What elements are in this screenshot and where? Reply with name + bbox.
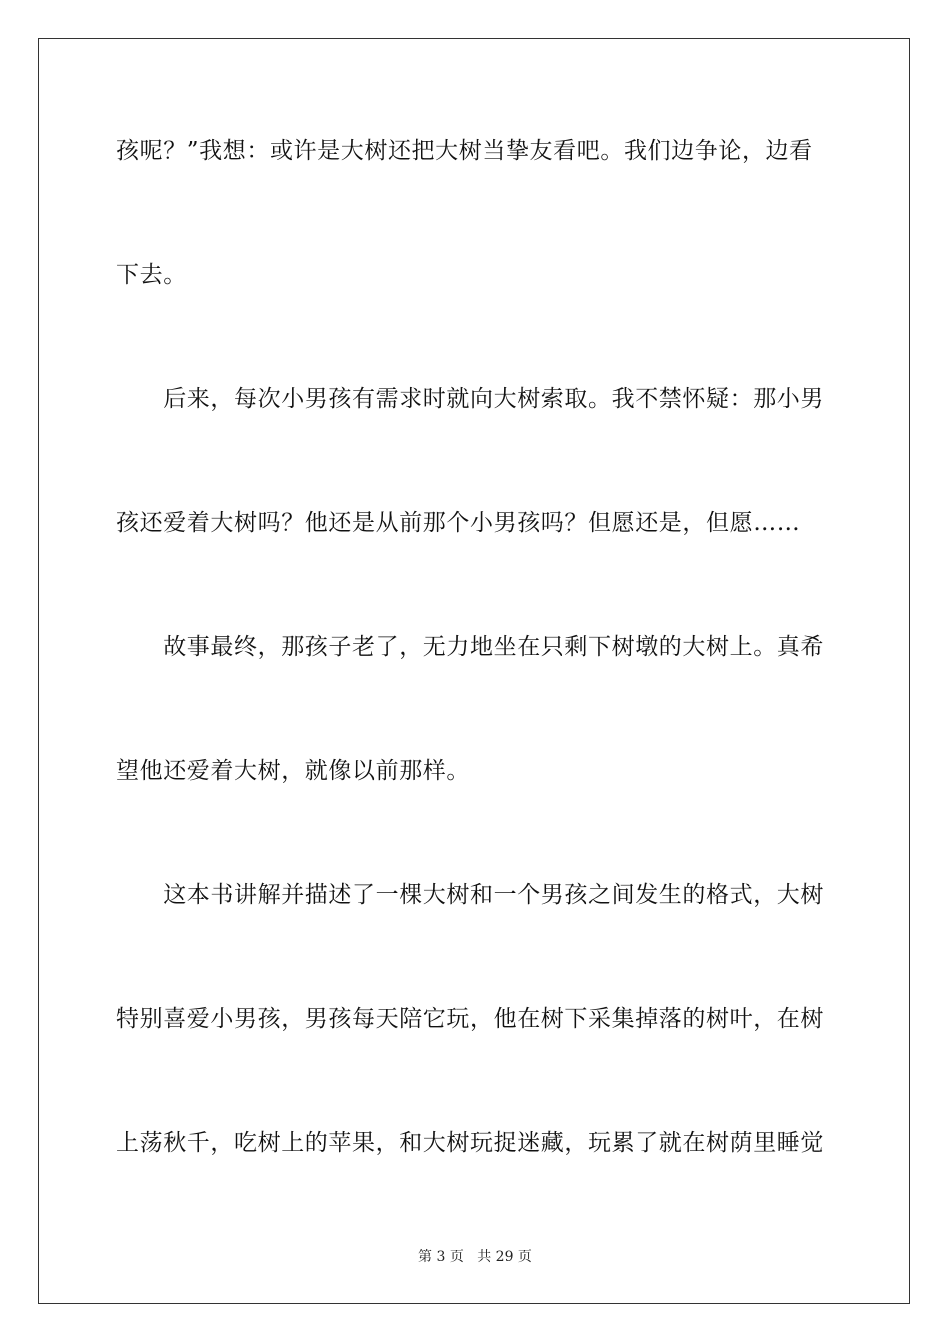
text-line-7: 这本书讲解并描述了一棵大树和一个男孩之间发生的格式，大树: [116, 882, 824, 908]
text-line-3: 后来，每次小男孩有需求时就向大树索取。我不禁怀疑：那小男: [116, 386, 824, 412]
text-line-9: 上荡秋千，吃树上的苹果，和大树玩捉迷藏，玩累了就在树荫里睡觉: [116, 1130, 824, 1156]
text-line-2: 下去。: [116, 262, 187, 288]
page-number: 第 3 页: [418, 1249, 464, 1265]
text-line-1: 孩呢？”我想：或许是大树还把大树当挚友看吧。我们边争论，边看: [116, 138, 813, 164]
text-line-5: 故事最终，那孩子老了，无力地坐在只剩下树墩的大树上。真希: [116, 634, 824, 660]
page-total: 共 29 页: [477, 1249, 532, 1265]
text-line-6: 望他还爱着大树，就像以前那样。: [116, 758, 470, 784]
text-line-4: 孩还爱着大树吗？他还是从前那个小男孩吗？但愿还是，但愿……: [116, 510, 801, 536]
page-footer: [0, 1248, 950, 1266]
text-line-8: 特别喜爱小男孩，男孩每天陪它玩，他在树下采集掉落的树叶，在树: [116, 1006, 824, 1032]
page-border: [38, 38, 910, 1304]
